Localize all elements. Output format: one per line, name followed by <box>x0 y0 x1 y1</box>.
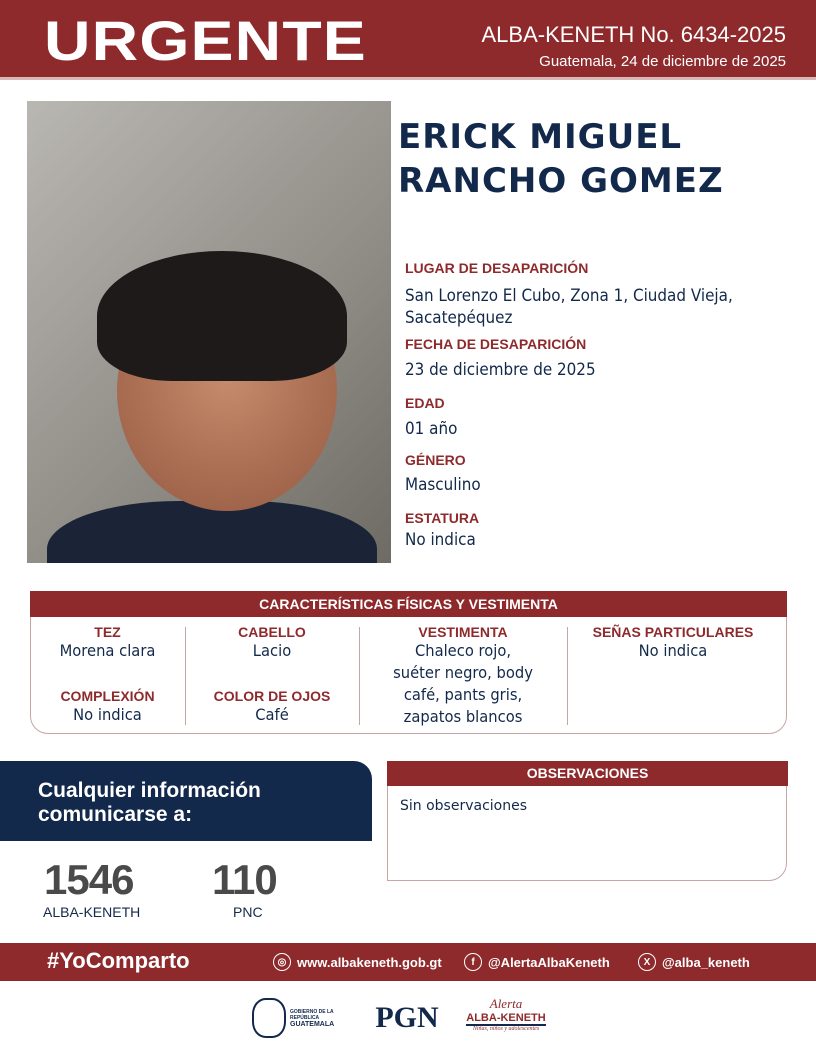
person-name: ERICK MIGUEL RANCHO GOMEZ <box>398 117 724 201</box>
observations-title: OBSERVACIONES <box>387 761 788 786</box>
label-date: FECHA DE DESAPARICIÓN <box>405 336 587 352</box>
value-gender: Masculino <box>405 475 481 494</box>
pgn-logo: PGN <box>375 1001 439 1034</box>
hashtag: #YoComparto <box>47 948 190 973</box>
globe-icon: ◎ <box>273 953 291 971</box>
value-height: No indica <box>405 530 476 549</box>
phone-label-alba-keneth: ALBA-KENETH <box>43 904 141 920</box>
facebook-icon: f <box>464 953 482 971</box>
label-gender: GÉNERO <box>405 452 466 468</box>
label-place: LUGAR DE DESAPARICIÓN <box>405 260 589 276</box>
hair-block: CABELLO Lacio <box>238 624 306 660</box>
clothing-block: VESTIMENTA Chaleco rojo, suéter negro, body café, pants gris, zapatos blancos <box>393 624 533 726</box>
characteristics-title: CARACTERÍSTICAS FÍSICAS Y VESTIMENTA <box>30 591 787 617</box>
tez-block: TEZ Morena clara <box>59 624 156 660</box>
facebook-link[interactable]: f @AlertaAlbaKeneth <box>464 953 610 971</box>
x-link[interactable]: X @alba_keneth <box>638 953 750 971</box>
alerta-alba-keneth-logo: Alerta ALBA-KENETH Niñas, niños y adolescentes <box>466 996 546 1032</box>
marks-block: SEÑAS PARTICULARES No indica <box>592 624 754 660</box>
value-age: 01 año <box>405 419 458 438</box>
phone-label-pnc: PNC <box>233 904 263 920</box>
phone-pnc: 110 <box>212 856 277 903</box>
eye-color-block: COLOR DE OJOS Café <box>213 688 331 724</box>
phone-alba-keneth: 1546 <box>44 856 134 903</box>
value-date: 23 de diciembre de 2025 <box>405 360 596 379</box>
label-height: ESTATURA <box>405 510 480 526</box>
issue-date: Guatemala, 24 de diciembre de 2025 <box>539 53 786 70</box>
gobierno-guatemala-logo: GOBIERNO DE LA REPÚBLICA GUATEMALA <box>252 996 362 1040</box>
observations-text: Sin observaciones <box>400 798 528 814</box>
urgent-title: URGENTE <box>44 9 367 72</box>
missing-person-photo <box>27 101 391 563</box>
complexion-block: COMPLEXIÓN No indica <box>60 688 155 724</box>
x-icon: X <box>638 953 656 971</box>
contact-banner: Cualquier información comunicarse a: <box>0 761 372 841</box>
website-link[interactable]: ◎ www.albakeneth.gob.gt <box>273 953 442 971</box>
value-place: San Lorenzo El Cubo, Zona 1, Ciudad Vieja, Sacatepéquez <box>405 286 733 327</box>
case-number: ALBA-KENETH No. 6434-2025 <box>481 22 786 47</box>
label-age: EDAD <box>405 395 445 411</box>
